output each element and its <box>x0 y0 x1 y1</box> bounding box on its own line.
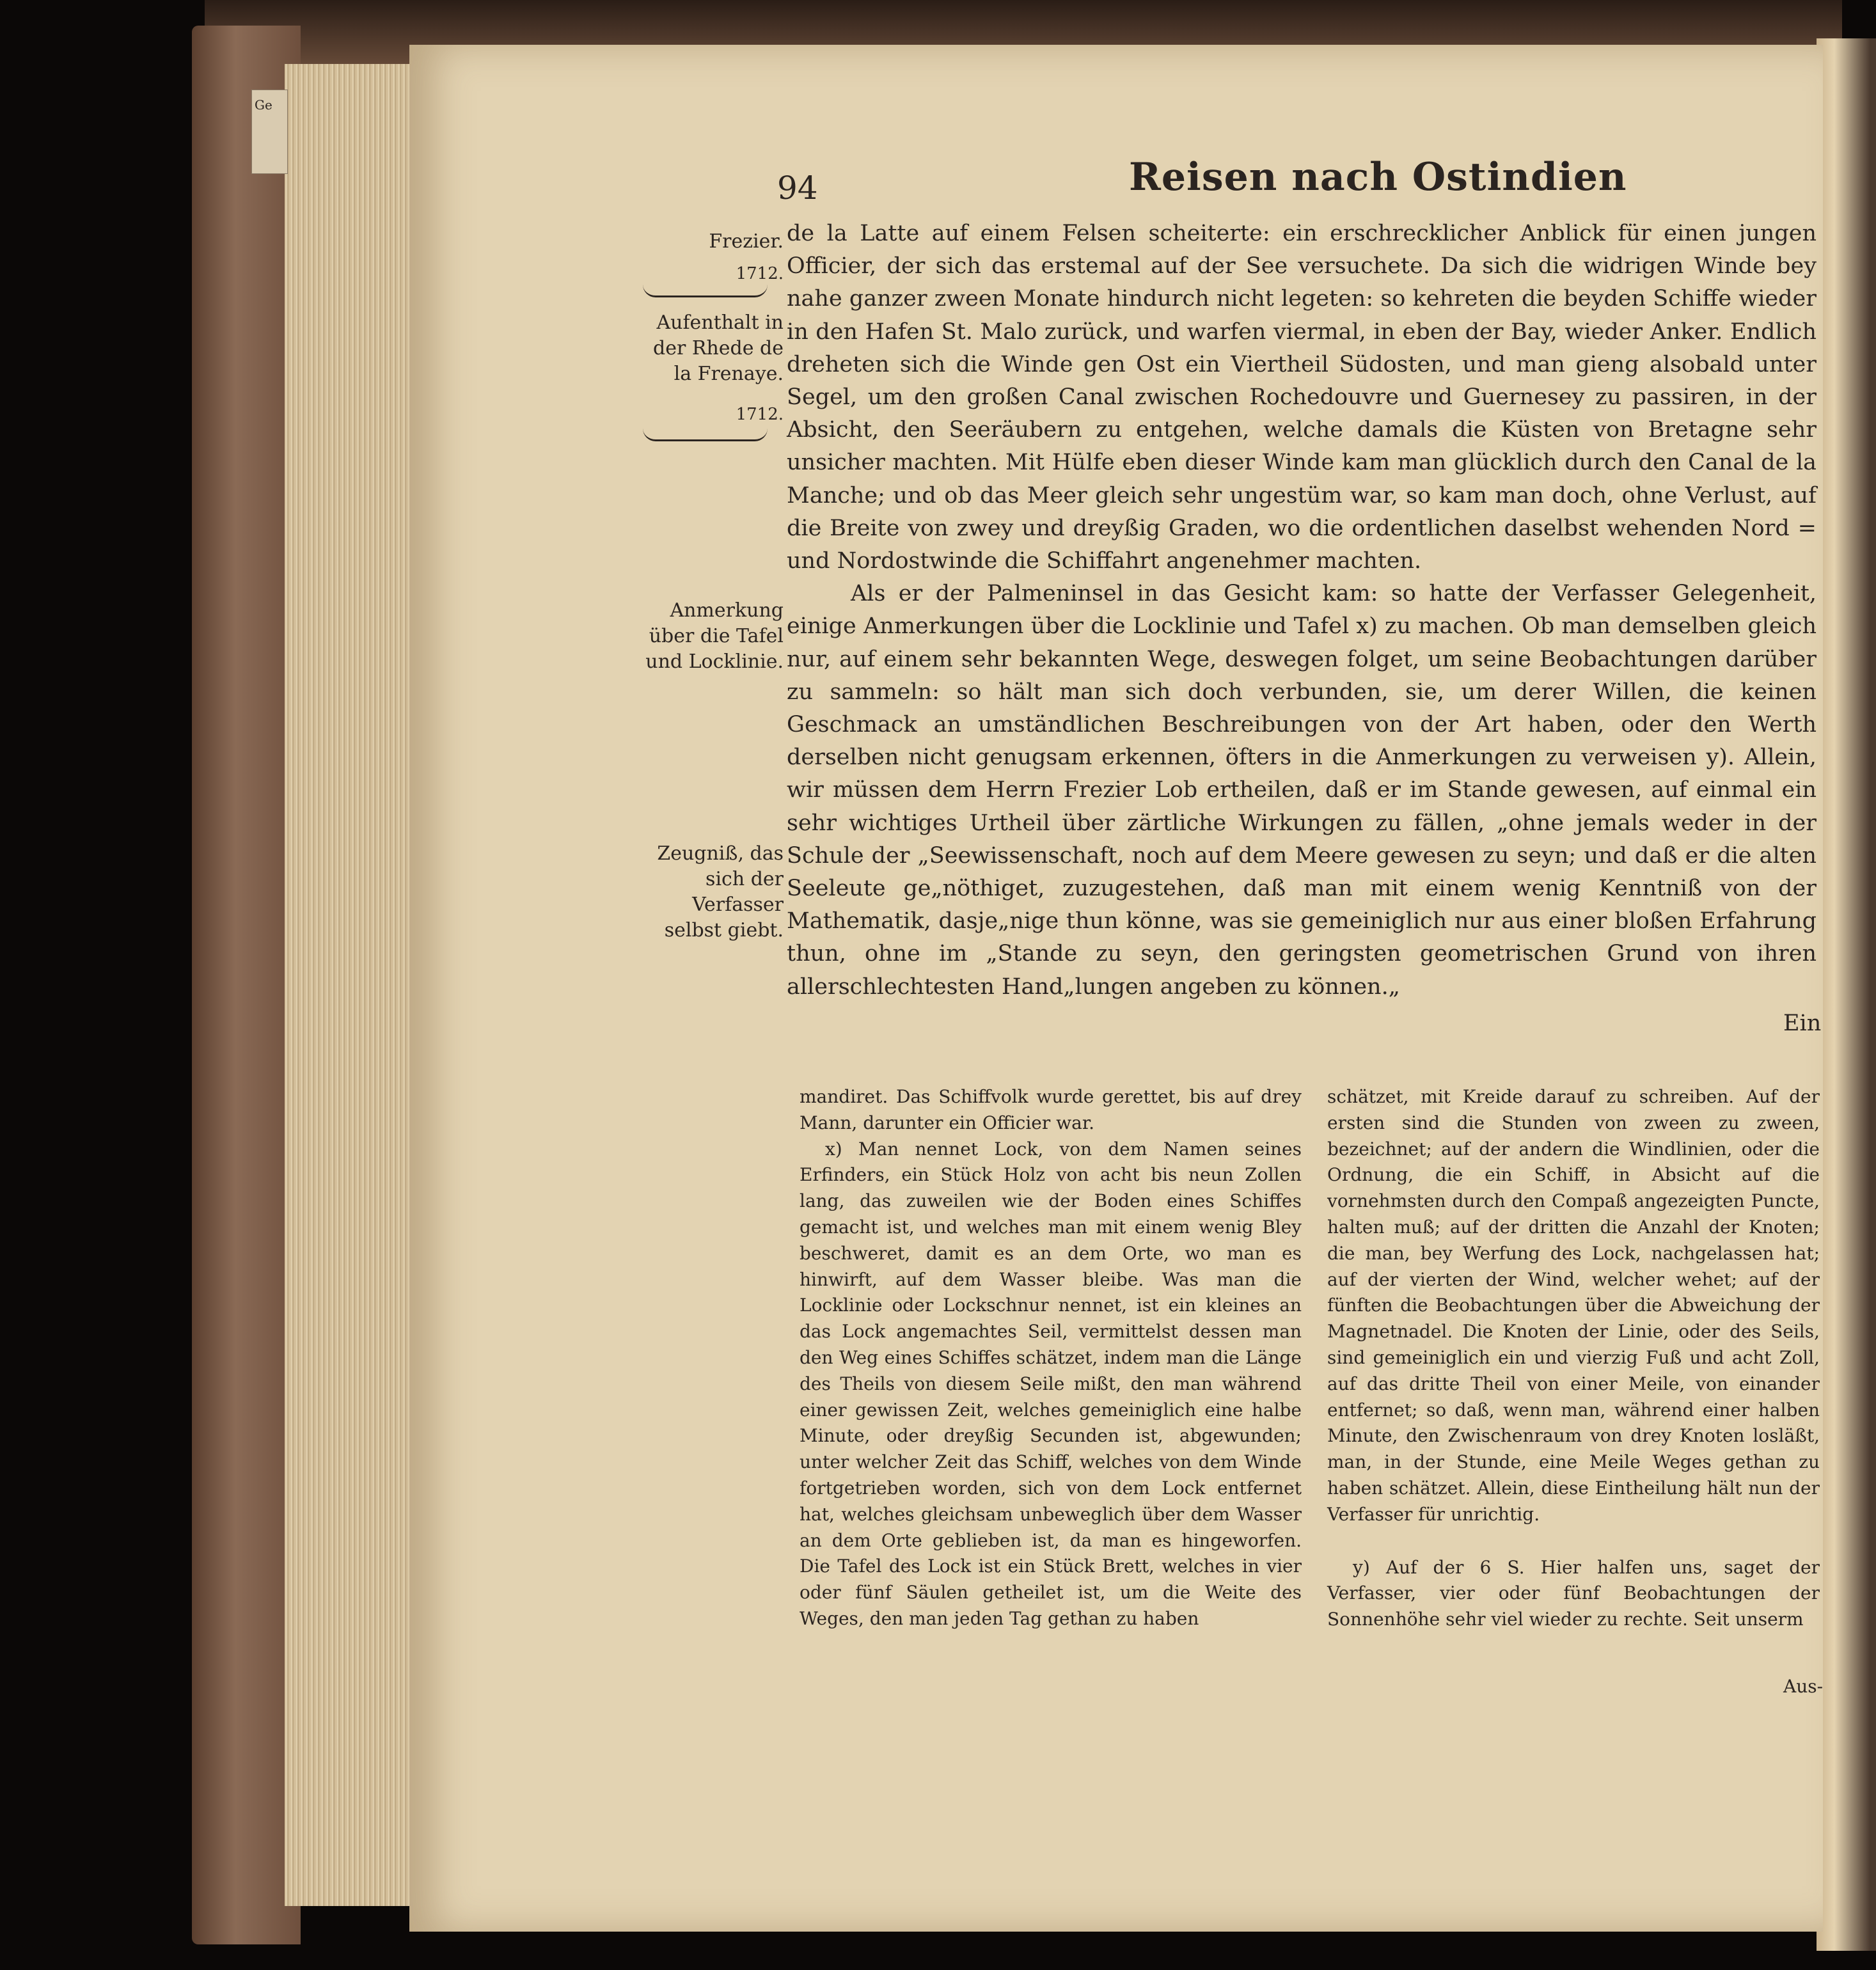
footnote-catchword: Aus- <box>1783 1676 1824 1697</box>
running-title: Reisen nach Ostindien <box>1129 155 1627 200</box>
index-tab-label: Ge <box>255 97 272 113</box>
catchword: Ein <box>1783 1011 1822 1036</box>
footnote-continuation: mandiret. Das Schiffvolk wurde gerettet, bis auf drey Mann, darunter ein Officier war. <box>800 1086 1302 1133</box>
page-number: 94 <box>777 169 818 207</box>
body-paragraph: Als er der Palmeninsel in das Gesicht kam: so hatte der Verfasser Gelegenheit, einige Anmerkungen über die Locklinie und Tafel x) zu machen. Ob man demselben gleich nur, auf einem sehr bekannten Wege, deswegen folget, um seine Beobachtungen darüber zu sammeln: so hält man sich doch verbunden, sie, um derer Willen, die keinen Geschmack an umständlichen Beschreibungen von der Art haben, oder den Werth derselben nicht genugsam erkennen, öfters in die Anmerkungen zu verweisen y). Allein, wir müssen dem Herrn Frezier Lob ertheilen, daß er im Stande gewesen, auf einmal ein sehr wichtiges Urtheil über zärtliche Wirkungen zu fällen, „ohne jemals weder in der Schule der „Seewissenschaft, noch auf dem Meere gewesen zu seyn; und daß er die alten Seeleute ge„nöthiget, zuzugestehen, daß man mit einem wenig Kenntniß von der Mathematik, dasje„nige thun könne, was sie gemeiniglich nur aus einer bloßen Erfahrung thun, ohne im „Stande zu seyn, den geringsten geometrischen Grund von ihren allerschlechtesten Hand„lungen angeben zu können.„ <box>787 581 1817 1000</box>
page-edges <box>285 64 413 1906</box>
right-page-edge <box>1817 38 1876 1951</box>
footnote-x-continuation: schätzet, mit Kreide darauf zu schreiben. Auf der ersten sind die Stunden von zween zu zween, bezeichnet; auf der andern die Windlinien, oder die Ordnung, die ein Schiff, in Absicht auf die vornehmsten durch den Compaß angezeigten Puncte, halten muß; auf der dritten die Anzahl der Knoten; die man, bey Werfung des Lock, nachgelassen hat; auf der vierten der Wind, welcher wehet; auf der fünften die Beobachtungen über die Abweichung der Magnetnadel. Die Knoten der Linie, oder des Seils, sind gemeiniglich ein und vierzig Fuß und acht Zoll, auf das dritte Theil von einer Meile, von einander entfernet; so daß, wenn man, während einer halben Minute, den Zwischenraum von drey Knoten losläßt, man, in der Stunde, eine Meile Weges gethan zu haben schätzet. Allein, diese Eintheilung hält nun der Verfasser für unrichtig. <box>1327 1086 1820 1525</box>
margin-brace-1 <box>643 281 768 297</box>
main-text <box>787 217 1817 1004</box>
footnotes-right-column <box>1327 1084 1820 1633</box>
margin-brace-2 <box>643 425 768 441</box>
margin-author: Frezier. <box>709 230 784 253</box>
footnotes-left-column <box>800 1084 1302 1632</box>
footnote-x: x) Man nennet Lock, von dem Namen seines Erfinders, ein Stück Holz von acht bis neun Zollen lang, das zuweilen wie der Boden eines Schiffes gemacht ist, und welches man mit einem wenig Bley beschweret, damit es an dem Orte, wo man es hinwirft, auf dem Wasser bleibe. Was man die Locklinie oder Lockschnur nennet, ist ein kleines an das Lock angemachtes Seil, vermittelst dessen man den Weg eines Schiffes schätzet, indem man die Länge des Theils von diesem Seile mißt, den man während einer gewissen Zeit, welches gemeiniglich eine halbe Minute, oder dreyßig Secunden ist, abgewunden; unter welcher Zeit das Schiff, welches von dem Winde fortgetrieben worden, sich von dem Lock entfernet hat, welches gleichsam unbeweglich über dem Wasser an dem Orte geblieben ist, da man es hingeworfen. Die Tafel des Lock ist ein Stück Brett, welches in vier oder fünf Säulen getheilet ist, um die Weite des Weges, den man jeden Tag gethan zu haben <box>800 1138 1302 1629</box>
body-paragraph: de la Latte auf einem Felsen scheiterte: ein erschrecklicher Anblick für einen jungen Officier, der sich das erstemal auf der See versuchete. Da sich die widrigen Winde bey nahe ganzer zween Monate hindurch nicht legeten: so kehreten die beyden Schiffe wieder in den Hafen St. Malo zurück, und warfen viermal, in eben der Bay, wieder Anker. Endlich dreheten sich die Winde gen Ost ein Viertheil Südosten, und man gieng alsobald unter Segel, um den großen Canal zwischen Rochedouvre und Guernesey zu passiren, in der Absicht, den Seeräubern zu entgehen, welche damals die Küsten von Bretagne sehr unsicher machten. Mit Hülfe eben dieser Winde kam man glücklich durch den Canal de la Manche; und ob das Meer gleich sehr ungestüm war, so kam man doch, ohne Verlust, auf die Breite von zwey und dreyßig Graden, wo die ordentlichen daselbst wehenden Nord = und Nordostwinde die Schiffahrt angenehmer machten. <box>787 221 1817 574</box>
margin-year-1: 1712. <box>736 264 784 283</box>
footnote-y: y) Auf der 6 S. Hier halfen uns, saget der Verfasser, vier oder fünf Beobachtungen der Sonnenhöhe sehr viel wieder zu rechte. Seit unserm <box>1327 1556 1820 1630</box>
margin-remark-note: Anmerkung über die Tafel und Locklinie. <box>645 599 784 673</box>
margin-year-2: 1712. <box>736 405 784 424</box>
margin-stay-note: Aufenthalt in der Rhede de la Frenaye. <box>653 311 784 385</box>
margin-testimony-note: Zeugniß, das sich der Verfasser selbst giebt. <box>657 842 784 942</box>
